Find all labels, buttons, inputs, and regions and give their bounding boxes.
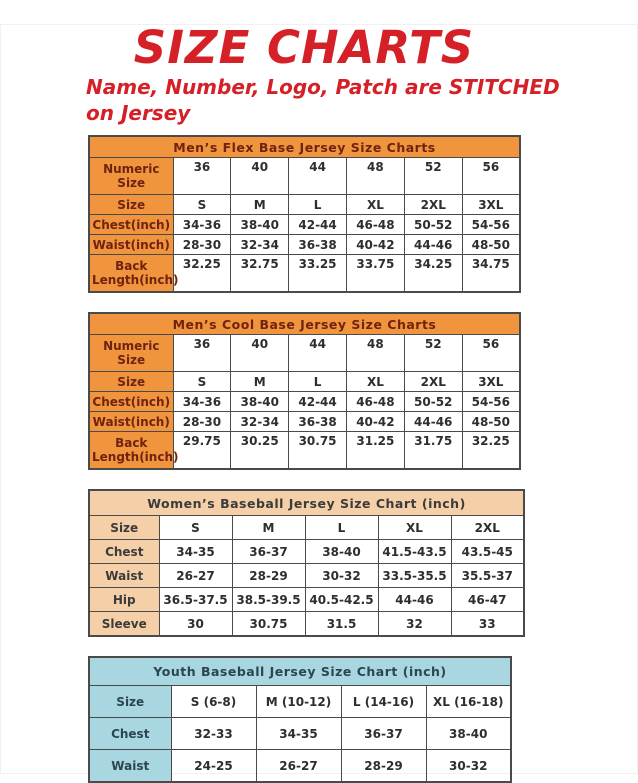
size-value-cell: 44-46 [404,235,462,255]
table-row [89,372,520,392]
size-value-cell: 28-30 [173,412,231,432]
size-value-cell: S [173,372,231,392]
size-value-cell: 42-44 [289,215,347,235]
table-row [89,412,520,432]
size-value-cell: M [232,516,305,540]
table-row [89,432,520,470]
mens-cool-base-table [88,312,521,470]
size-value-cell: 38-40 [305,540,378,564]
row-label: Waist [89,564,159,588]
size-value-cell: 28-30 [173,235,231,255]
row-label: Waist(inch) [89,235,173,255]
size-value-cell: 33.25 [289,255,347,293]
size-value-cell: 32.75 [231,255,289,293]
size-value-cell: 34-35 [256,718,341,750]
table-row [89,235,520,255]
size-value-cell: 32-33 [171,718,256,750]
subtitle-line-2: on Jersey [86,100,191,125]
table-row [89,392,520,412]
size-value-cell: 36 [173,335,231,372]
size-value-cell: S (6-8) [171,686,256,718]
size-value-cell: 2XL [451,516,524,540]
table-row [89,215,520,235]
size-value-cell: 31.5 [305,612,378,637]
size-charts-page [0,21,638,774]
table-title: Women’s Baseball Jersey Size Chart (inch) [89,490,524,516]
size-value-cell: L [289,372,347,392]
size-value-cell: S [159,516,232,540]
table-title: Men’s Cool Base Jersey Size Charts [89,313,520,335]
table-row [89,516,524,540]
size-value-cell: 36-37 [341,718,426,750]
size-value-cell: 40 [231,335,289,372]
size-value-cell: 40 [231,158,289,195]
size-value-cell: 29.75 [173,432,231,470]
page-subtitle [86,75,598,126]
size-value-cell: 46-47 [451,588,524,612]
row-label: Chest [89,540,159,564]
size-value-cell: 35.5-37 [451,564,524,588]
size-value-cell: 30.25 [231,432,289,470]
size-value-cell: M [231,372,289,392]
size-value-cell: 42-44 [289,392,347,412]
size-value-cell: 31.25 [346,432,404,470]
size-value-cell: 36 [173,158,231,195]
size-value-cell: 32.25 [173,255,231,293]
table-row [89,750,511,783]
size-value-cell: 50-52 [404,392,462,412]
size-value-cell: L [289,195,347,215]
size-value-cell: 50-52 [404,215,462,235]
row-label: Size [89,686,171,718]
size-value-cell: 26-27 [256,750,341,783]
size-value-cell: 36-38 [289,412,347,432]
size-value-cell: 40.5-42.5 [305,588,378,612]
size-value-cell: 31.75 [404,432,462,470]
table-title: Youth Baseball Jersey Size Chart (inch) [89,657,511,686]
row-label: Numeric Size [89,335,173,372]
size-value-cell: 24-25 [171,750,256,783]
size-value-cell: L (14-16) [341,686,426,718]
size-tables-container [0,135,638,783]
size-value-cell: 44-46 [404,412,462,432]
mens-flex-base-table [88,135,521,293]
size-value-cell: 2XL [404,195,462,215]
size-value-cell: 34.25 [404,255,462,293]
size-value-cell: 38.5-39.5 [232,588,305,612]
size-value-cell: 43.5-45 [451,540,524,564]
page-title: SIZE CHARTS [133,21,475,74]
size-value-cell: M (10-12) [256,686,341,718]
size-value-cell: 34-36 [173,392,231,412]
row-label: Back Length(inch) [89,432,173,470]
size-value-cell: 44 [289,335,347,372]
row-label: Hip [89,588,159,612]
size-value-cell: 30 [159,612,232,637]
size-value-cell: 38-40 [426,718,511,750]
size-value-cell: 52 [404,158,462,195]
youth-baseball-table [88,656,512,783]
row-label: Chest(inch) [89,215,173,235]
size-value-cell: 52 [404,335,462,372]
size-value-cell: 54-56 [462,392,520,412]
size-value-cell: XL [346,195,404,215]
size-value-cell: L [305,516,378,540]
size-value-cell: 56 [462,335,520,372]
size-value-cell: 46-48 [346,392,404,412]
row-label: Sleeve [89,612,159,637]
size-value-cell: 40-42 [346,412,404,432]
size-value-cell: 38-40 [231,215,289,235]
size-value-cell: 33.75 [346,255,404,293]
size-value-cell: 36-37 [232,540,305,564]
table-row [89,718,511,750]
table-row [89,588,524,612]
size-value-cell: 32-34 [231,412,289,432]
size-value-cell: 33.5-35.5 [378,564,451,588]
size-value-cell: 28-29 [341,750,426,783]
size-value-cell: 34.75 [462,255,520,293]
table-row [89,612,524,637]
size-value-cell: S [173,195,231,215]
row-label: Chest [89,718,171,750]
size-value-cell: 32 [378,612,451,637]
size-value-cell: 30.75 [289,432,347,470]
size-value-cell: 38-40 [231,392,289,412]
size-value-cell: 3XL [462,372,520,392]
size-value-cell: 44-46 [378,588,451,612]
subtitle-line-1: Name, Number, Logo, Patch are STITCHED [86,75,560,100]
size-value-cell: 36-38 [289,235,347,255]
size-value-cell: 2XL [404,372,462,392]
size-value-cell: 32.25 [462,432,520,470]
row-label: Numeric Size [89,158,173,195]
size-value-cell: 48 [346,158,404,195]
size-value-cell: 26-27 [159,564,232,588]
size-value-cell: XL [346,372,404,392]
row-label: Back Length(inch) [89,255,173,293]
table-row [89,335,520,372]
size-value-cell: 30.75 [232,612,305,637]
size-value-cell: 48 [346,335,404,372]
size-value-cell: 40-42 [346,235,404,255]
table-row [89,195,520,215]
womens-baseball-table [88,489,525,637]
size-value-cell: M [231,195,289,215]
size-value-cell: 34-36 [173,215,231,235]
size-value-cell: 33 [451,612,524,637]
size-value-cell: 54-56 [462,215,520,235]
size-value-cell: 3XL [462,195,520,215]
table-row [89,255,520,293]
row-label: Waist [89,750,171,783]
row-label: Size [89,516,159,540]
size-value-cell: 28-29 [232,564,305,588]
row-label: Chest(inch) [89,392,173,412]
size-value-cell: 32-34 [231,235,289,255]
row-label: Size [89,372,173,392]
size-value-cell: XL [378,516,451,540]
size-value-cell: 56 [462,158,520,195]
table-row [89,564,524,588]
size-value-cell: XL (16-18) [426,686,511,718]
size-value-cell: 30-32 [305,564,378,588]
size-value-cell: 46-48 [346,215,404,235]
size-value-cell: 30-32 [426,750,511,783]
table-row [89,540,524,564]
size-value-cell: 41.5-43.5 [378,540,451,564]
table-title: Men’s Flex Base Jersey Size Charts [89,136,520,158]
table-row [89,686,511,718]
size-value-cell: 34-35 [159,540,232,564]
row-label: Waist(inch) [89,412,173,432]
table-row [89,158,520,195]
row-label: Size [89,195,173,215]
size-value-cell: 48-50 [462,412,520,432]
size-value-cell: 48-50 [462,235,520,255]
size-value-cell: 44 [289,158,347,195]
size-value-cell: 36.5-37.5 [159,588,232,612]
